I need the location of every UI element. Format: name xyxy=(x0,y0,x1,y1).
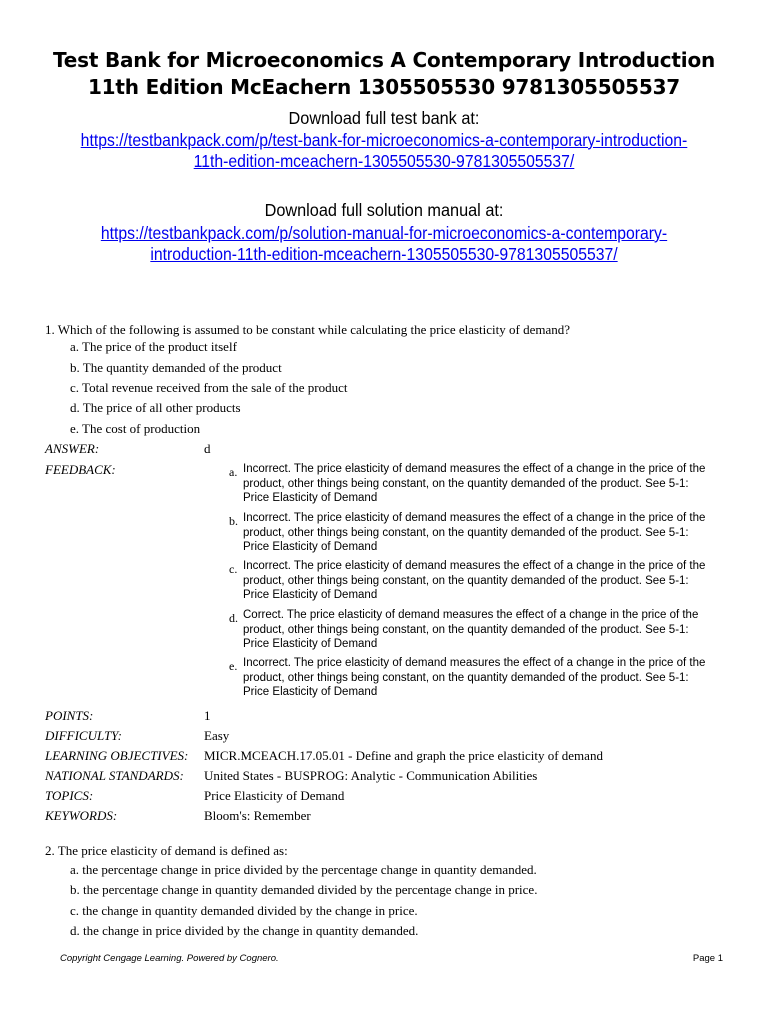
feedback-a-text: Incorrect. The price elasticity of demand measures the effect of a change in the price of the product, other things being constant, on the quantity demanded of the product. See 5-1: Price Elasticity of Demand xyxy=(243,463,706,505)
question-1-option-c: c. Total revenue received from the sale of the product xyxy=(70,380,348,395)
feedback-e-letter: e. xyxy=(229,659,238,673)
difficulty-value: Easy xyxy=(204,728,230,743)
question-2-stem: 2. The price elasticity of demand is defined as: xyxy=(45,843,288,858)
question-2-option-b: b. the percentage change in quantity demanded divided by the percentage change in price. xyxy=(70,882,538,897)
document-title xyxy=(20,47,748,101)
question-1-option-b: b. The quantity demanded of the product xyxy=(70,360,282,375)
national-standards-label: NATIONAL STANDARDS: xyxy=(45,768,184,783)
test-bank-link-line-1[interactable]: https://testbankpack.com/p/test-bank-for-microeconomics-a-contemporary-introduction- xyxy=(80,130,688,150)
question-1-option-d: d. The price of all other products xyxy=(70,400,241,415)
feedback-b-text: Incorrect. The price elasticity of demand measures the effect of a change in the price of the product, other things being constant, on the quantity demanded of the product. See 5-1: Price Elasticity of Demand xyxy=(243,512,706,554)
learning-objectives-value: MICR.MCEACH.17.05.01 - Define and graph the price elasticity of demand xyxy=(204,748,603,763)
feedback-d-text: Correct. The price elasticity of demand measures the effect of a change in the price of the product, other things being constant, on the quantity demanded of the product. See 5-1: Price Elasticity of Demand xyxy=(243,609,699,651)
question-1-stem: 1. Which of the following is assumed to be constant while calculating the price elasticity of demand? xyxy=(45,322,571,337)
title-line-1: Test Bank for Microeconomics A Contemporary Introduction xyxy=(52,48,716,72)
answer-value: d xyxy=(204,441,211,456)
points-value: 1 xyxy=(204,708,211,723)
keywords-value: Bloom's: Remember xyxy=(204,808,311,823)
points-label: POINTS: xyxy=(45,708,94,723)
solution-manual-link-line-2[interactable]: introduction-11th-edition-mceachern-1305505530-9781305505537/ xyxy=(150,244,618,264)
question-1-option-e: e. The cost of production xyxy=(70,421,201,436)
title-line-2: 11th Edition McEachern 1305505530 9781305505537 xyxy=(87,75,681,99)
footer-page-number: Page 1 xyxy=(692,953,723,964)
footer-copyright: Copyright Cengage Learning. Powered by Cognero. xyxy=(60,953,279,964)
solution-manual-label: Download full solution manual at: xyxy=(264,200,504,220)
difficulty-label: DIFFICULTY: xyxy=(45,728,122,743)
question-2-option-c: c. the change in quantity demanded divided by the change in price. xyxy=(70,903,418,918)
feedback-label: FEEDBACK: xyxy=(45,462,116,477)
test-bank-link-line-2[interactable]: 11th-edition-mceachern-1305505530-9781305505537/ xyxy=(193,151,575,171)
question-2-option-d: d. the change in price divided by the change in quantity demanded. xyxy=(70,923,419,938)
feedback-c-text: Incorrect. The price elasticity of demand measures the effect of a change in the price of the product, other things being constant, on the quantity demanded of the product. See 5-1: Price Elasticity of Demand xyxy=(243,560,706,602)
topics-label: TOPICS: xyxy=(45,788,94,803)
feedback-a-letter: a. xyxy=(229,465,238,479)
feedback-d-letter: d. xyxy=(229,611,238,625)
test-bank-label: Download full test bank at: xyxy=(288,108,480,128)
keywords-label: KEYWORDS: xyxy=(45,808,118,823)
question-2-option-a: a. the percentage change in price divided by the percentage change in quantity demanded. xyxy=(70,862,537,877)
topics-value: Price Elasticity of Demand xyxy=(204,788,345,803)
solution-manual-link-line-1[interactable]: https://testbankpack.com/p/solution-manual-for-microeconomics-a-contemporary- xyxy=(100,223,668,243)
learning-objectives-label: LEARNING OBJECTIVES: xyxy=(45,748,189,763)
feedback-e-text: Incorrect. The price elasticity of demand measures the effect of a change in the price of the product, other things being constant, on the quantity demanded of the product. See 5-1: Price Elasticity of Demand xyxy=(243,657,706,699)
answer-label: ANSWER: xyxy=(45,441,100,456)
feedback-c-letter: c. xyxy=(229,562,238,576)
feedback-b-letter: b. xyxy=(229,514,238,528)
question-1-option-a: a. The price of the product itself xyxy=(70,339,237,354)
national-standards-value: United States - BUSPROG: Analytic - Communication Abilities xyxy=(204,768,538,783)
